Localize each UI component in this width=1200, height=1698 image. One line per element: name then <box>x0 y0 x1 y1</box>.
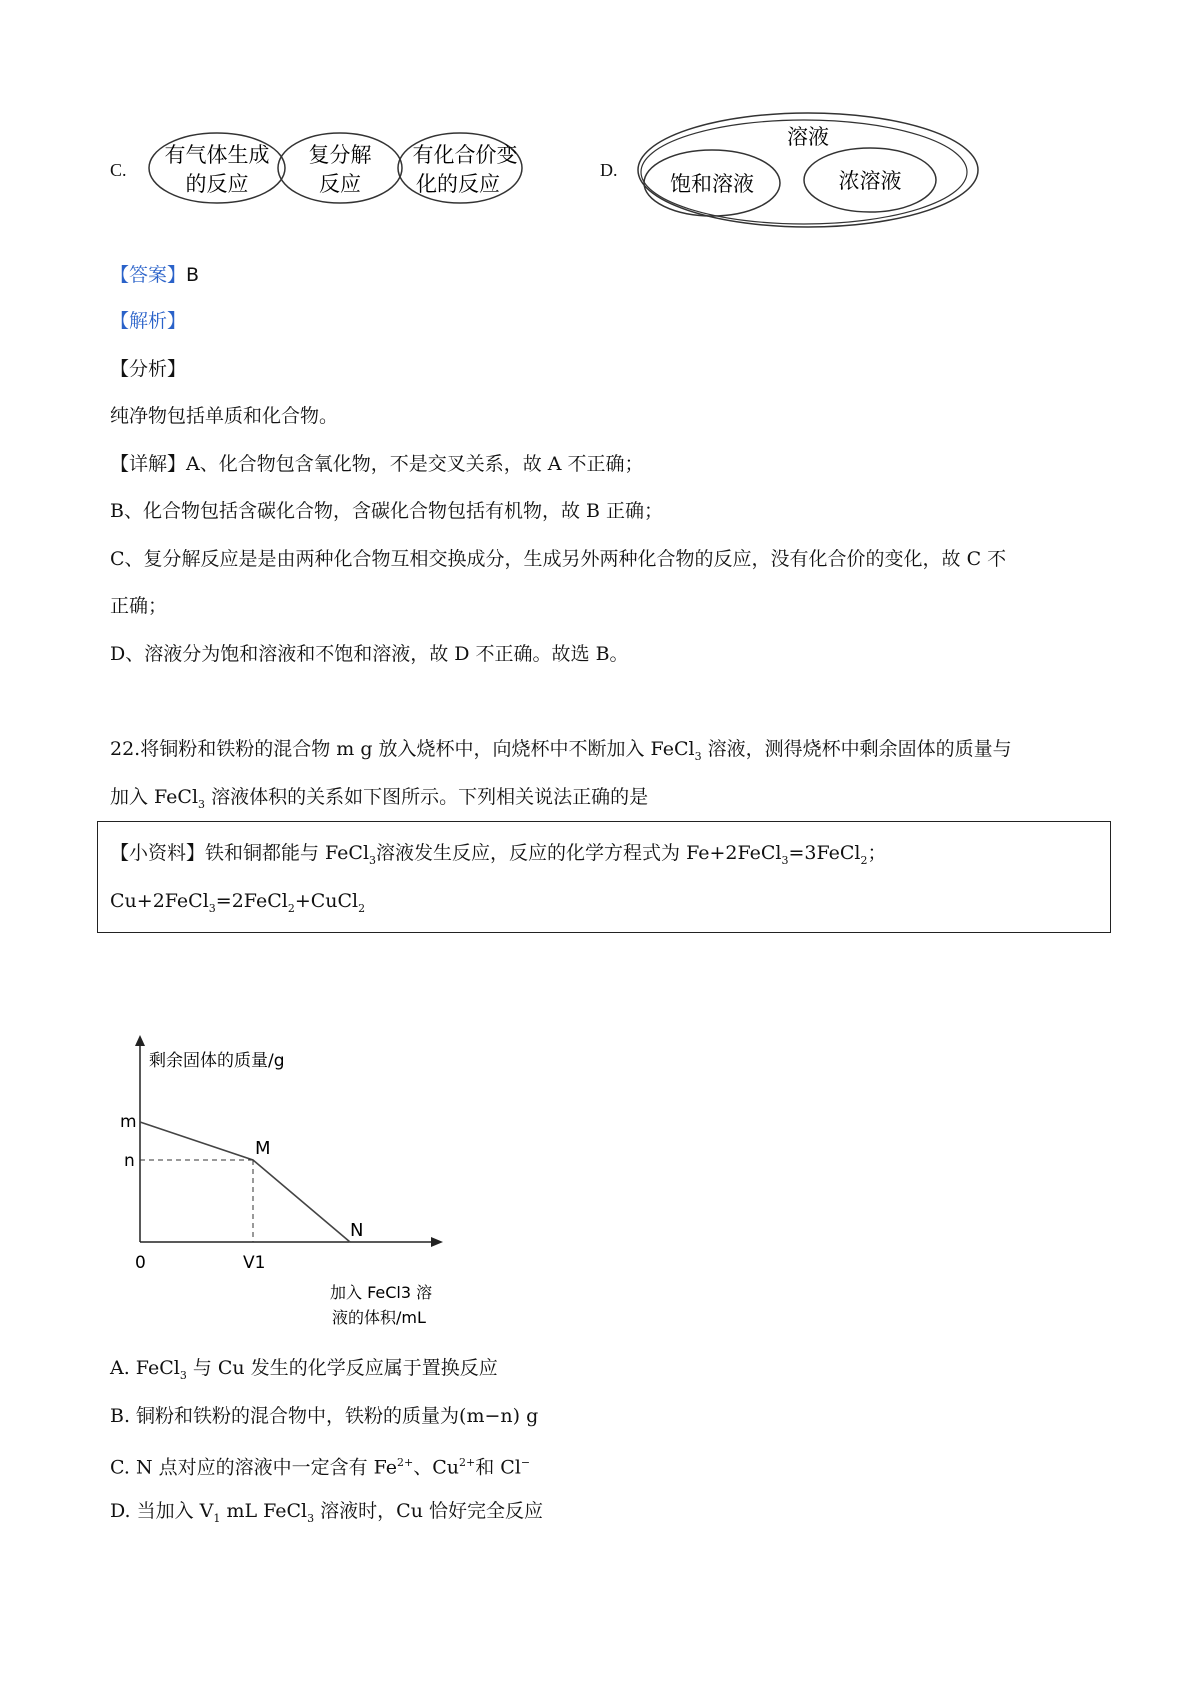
circle-1-line-2: 的反应 <box>185 172 249 196</box>
superscript: 2+ <box>397 1456 414 1469</box>
v1-label: V1 <box>243 1253 266 1273</box>
superscript: − <box>520 1456 531 1469</box>
point-m-label: M <box>255 1138 271 1159</box>
info-text: Cu+2FeCl <box>110 890 209 912</box>
q22-text: 22.将铜粉和铁粉的混合物 m g 放入烧杯中，向烧杯中不断加入 FeCl <box>110 738 695 760</box>
subscript: 2 <box>287 901 295 915</box>
circle-3-line-1: 有化合价变 <box>412 143 518 167</box>
subscript: 3 <box>369 853 377 867</box>
circle-1-line-1: 有气体生成 <box>164 143 270 167</box>
q22-text: 加入 FeCl <box>110 786 199 808</box>
circle-2-line-1: 复分解 <box>308 143 372 167</box>
circle-2-line-2: 反应 <box>319 172 361 196</box>
subscript: 2 <box>358 901 366 915</box>
option-c <box>110 1451 530 1479</box>
origin-label: 0 <box>135 1253 146 1273</box>
mass-curve <box>140 1122 350 1242</box>
circle-3-line-2: 化的反应 <box>416 172 500 196</box>
fenxi-tag: 【分析】 <box>110 358 187 380</box>
detail-tag: 【详解】 <box>110 453 187 475</box>
y-axis-label: 剩余固体的质量/g <box>149 1051 285 1071</box>
detail-a-text: A、化合物包含氧化物，不是交叉关系，故 A 不正确； <box>186 453 644 475</box>
info-text: 【小资料】铁和铜都能与 FeCl <box>110 842 370 864</box>
info-text: ； <box>867 842 887 864</box>
answer-value: B <box>186 264 200 286</box>
detail-b: B、化合物包括含碳化合物，含碳化合物包括有机物，故 B 正确； <box>110 500 664 522</box>
inner-label-1: 饱和溶液 <box>670 172 754 196</box>
subscript: 3 <box>694 749 702 763</box>
question-22-line-2 <box>110 785 648 817</box>
info-text: =3FeCl <box>788 842 861 864</box>
subscript: 3 <box>198 797 206 811</box>
subscript: 3 <box>208 901 216 915</box>
subscript: 1 <box>213 1511 221 1525</box>
x-axis-label-1: 加入 FeCl3 溶 <box>330 1283 433 1302</box>
y-axis-arrow <box>135 1035 145 1046</box>
option-text: 与 Cu 发生的化学反应属于置换反应 <box>186 1357 498 1379</box>
info-box-line-2 <box>110 889 365 921</box>
info-text: =2FeCl <box>215 890 288 912</box>
option-text: 溶液时，Cu 恰好完全反应 <box>314 1500 543 1522</box>
answer-tag: 【答案】 <box>110 264 187 286</box>
option-d <box>110 1499 543 1531</box>
outer-label: 溶液 <box>787 125 829 149</box>
option-text: A. FeCl <box>110 1357 180 1379</box>
subscript: 3 <box>307 1511 315 1525</box>
info-text: 溶液发生反应，反应的化学方程式为 Fe+2FeCl <box>376 842 782 864</box>
detail-d: D、溶液分为饱和溶液和不饱和溶液，故 D 不正确。故选 B。 <box>110 643 629 665</box>
venn-diagram-d <box>630 108 990 233</box>
subscript: 3 <box>781 853 789 867</box>
option-text: 、Cu <box>413 1456 460 1479</box>
fenxi-text: 纯净物包括单质和化合物。 <box>110 405 339 427</box>
question-22-line-1 <box>110 737 1012 769</box>
inner-label-2: 浓溶液 <box>838 169 902 193</box>
detail-c-2: 正确； <box>110 595 168 617</box>
analysis-tag: 【解析】 <box>110 310 187 332</box>
info-box-line-1 <box>110 841 887 873</box>
m-label: m <box>120 1112 137 1132</box>
q22-text: 溶液，测得烧杯中剩余固体的质量与 <box>701 738 1012 760</box>
info-text: +CuCl <box>294 890 359 912</box>
subscript: 3 <box>179 1368 187 1382</box>
option-a <box>110 1356 498 1388</box>
answer-line <box>110 263 199 287</box>
detail-c-1: C、复分解反应是是由两种化合物互相交换成分，生成另外两种化合物的反应，没有化合价的变化，故 C 不 <box>110 548 1007 570</box>
option-text: mL FeCl <box>220 1500 308 1522</box>
n-label: n <box>124 1151 135 1171</box>
superscript: 2+ <box>459 1456 476 1469</box>
option-d-label: D. <box>600 160 618 180</box>
option-c-label: C. <box>110 160 127 180</box>
x-axis-label-2: 液的体积/mL <box>332 1308 426 1327</box>
venn-diagram-c <box>140 125 540 210</box>
option-text: D. 当加入 V <box>110 1500 214 1522</box>
point-n-label: N <box>350 1220 364 1241</box>
mass-volume-graph <box>110 1030 450 1340</box>
x-axis-arrow <box>431 1237 443 1247</box>
detail-a <box>110 452 644 476</box>
option-text: C. N 点对应的溶液中一定含有 Fe <box>110 1456 398 1479</box>
q22-text: 溶液体积的关系如下图所示。下列相关说法正确的是 <box>205 786 649 808</box>
subscript: 2 <box>860 853 868 867</box>
option-b: B. 铜粉和铁粉的混合物中，铁粉的质量为(m−n) g <box>110 1405 539 1427</box>
option-text: 和 Cl <box>475 1456 521 1479</box>
